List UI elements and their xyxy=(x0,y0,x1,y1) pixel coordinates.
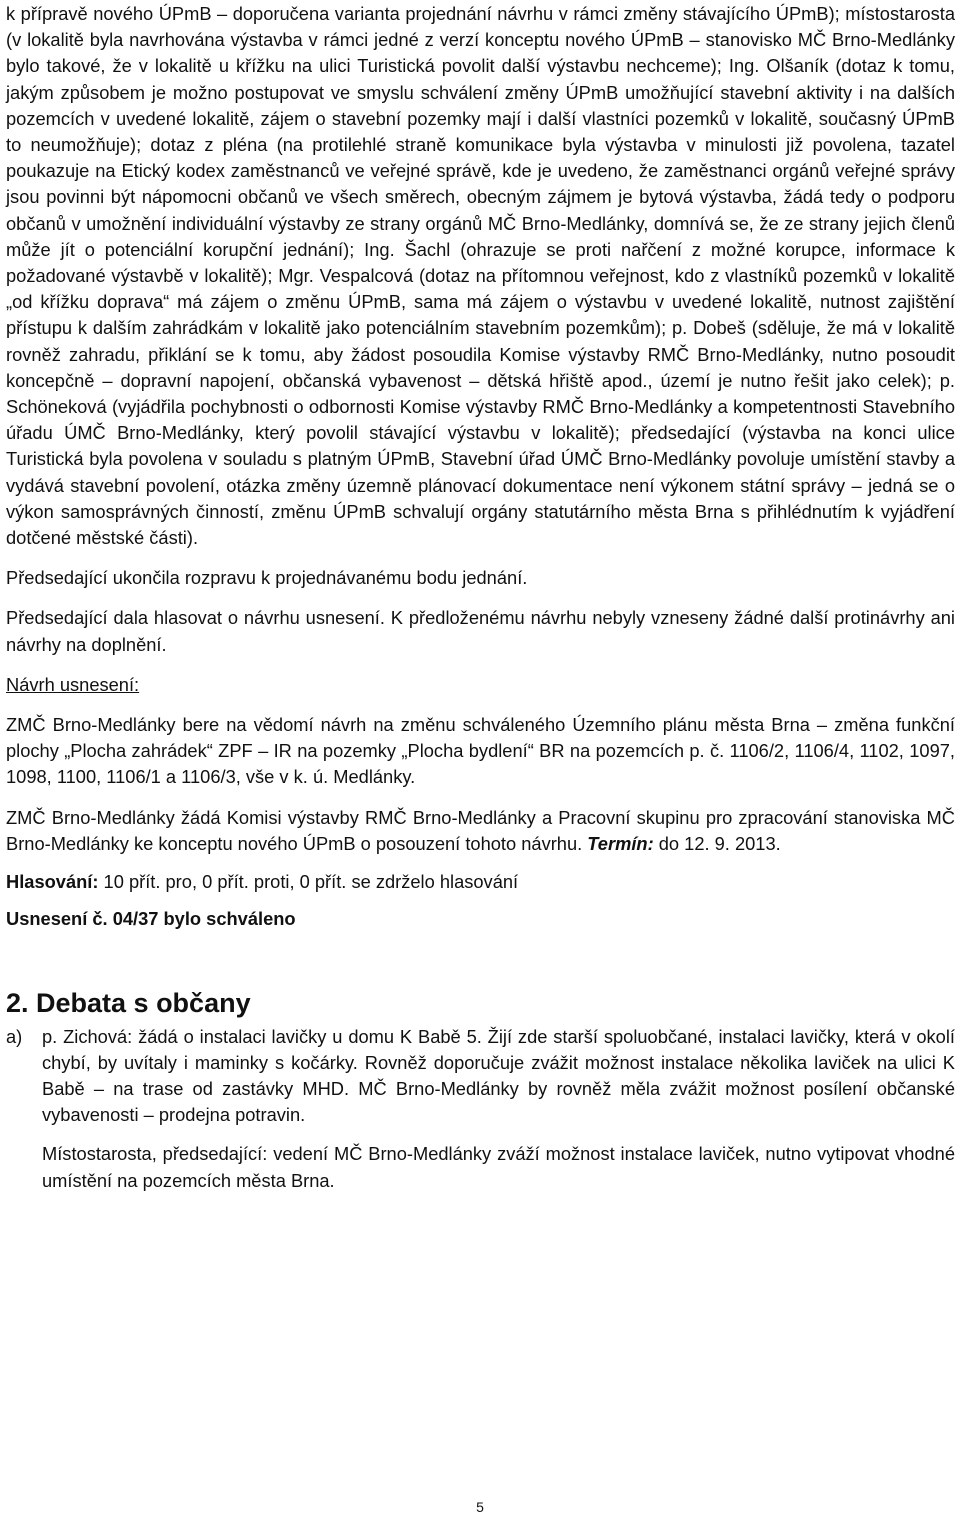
resolution-result: Usnesení č. 04/37 bylo schváleno xyxy=(6,908,296,930)
voting-value: 10 přít. pro, 0 přít. proti, 0 přít. se zdrželo hlasování xyxy=(98,871,519,893)
list-item-response: Místostarosta, předsedající: vedení MČ Brno-Medlánky zváží možnost instalace laviček, nutno vytipovat vhodné umístění na pozemcích města Brna. xyxy=(42,1143,955,1191)
voting-label: Hlasování: xyxy=(6,871,99,893)
vote-call-paragraph: Předsedající dala hlasovat o návrhu usnesení. K předloženému návrhu nebyly vzneseny žádné další protinávrhy ani návrhy na doplnění. xyxy=(6,607,955,655)
resolution-2-text: ZMČ Brno-Medlánky žádá Komisi výstavby RMČ Brno-Medlánky a Pracovní skupinu pro zpracování stanoviska MČ Brno-Medlánky ke konceptu nového ÚPmB o posouzení tohoto návrhu. xyxy=(6,806,955,854)
proposal-heading xyxy=(6,672,955,698)
proposal-heading-text: Návrh usnesení: xyxy=(6,673,140,695)
deadline-value: do 12. 9. 2013. xyxy=(653,832,781,854)
page-number: 5 xyxy=(476,1499,484,1515)
resolution-paragraph-1: ZMČ Brno-Medlánky bere na vědomí návrh na změnu schváleného Územního plánu města Brna – změna funkční plochy „Plocha zahrádek“ ZPF – IR na pozemky „Plocha bydlení“ BR na pozemcích p. č. 1106/2, 1106/4, 1102, 1097, 1098, 1100, 1106/1 a 1106/3, vše v k. ú. Medlánky. xyxy=(6,714,955,788)
discussion-paragraph: k přípravě nového ÚPmB – doporučena varianta projednání návrhu v rámci změny stávajícího ÚPmB); místostarosta (v lokalitě byla navrhována výstavba v rámci jedné z verzí konceptu nového ÚPmB – stanovisko MČ Brno-Medlánky bylo takové, že v lokalitě u křížku na ulici Turistická povolit další výstavbu nechceme); Ing. Olšaník (dotaz k tomu, jakým způsobem je možno postupovat ve smyslu schválení změny ÚPmB umožňující stavební aktivity i na dalších pozemcích v uvedené lokalitě, zájem o stavební pozemky mají i další vlastníci pozemků v lokalitě, současný ÚPmB to neumožňuje); dotaz z pléna (na protilehlé straně komunikace byla výstavba v minulosti již povolena, tazatel poukazuje na Etický kodex zaměstnanců ve veřejné správě, kde je uvedeno, že zaměstnanci orgánů veřejné správy jsou povinni být nápomocni občanů ve všech směrech, obecným zájmem je bytová výstavba, žádá tedy o podporu občanů v umožnění individuální výstavby ze strany orgánů MČ Brno-Medlánky, domnívá se, že ze strany jejich členů může jít o potenciální korupční jednání); Ing. Šachl (ohrazuje se proti nařčení z možné korupce, informace k požadované výstavbě v lokalitě); Mgr. Vespalcová (dotaz na přítomnou veřejnost, kdo z vlastníků pozemků v lokalitě „od křížku doprava“ má zájem o změnu ÚPmB, sama má zájem o výstavbu v uvedené lokalitě, nutnost zajištění přístupu k dalším zahrádkám v lokalitě jako potenciálním stavebním pozemkům); p. Dobeš (sděluje, že má v lokalitě rovněž zahradu, přiklání se k tomu, aby žádost posoudila Komise výstavby RMČ Brno-Medlánky, nutno posoudit koncepčně – dopravní napojení, občanská vybavenost – dětská hřiště apod., území je nutno řešit jako celek); p. Schöneková (vyjádřila pochybnosti o odbornosti Komise výstavby RMČ Brno-Medlánky a kompetentnosti Stavebního úřadu ÚMČ Brno-Medlánky, který povolil stávající výstavbu v lokalitě); předsedající (výstavba na konci ulice Turistická byla povolena v souladu s platným ÚPmB, Stavební úřad ÚMČ Brno-Medlánky povoluje umístění stavby a vydává stavební povolení, otázka změny územně plánovací dokumentace není výkonem státní správy – jedná se o výkon samosprávných činností, změnu ÚPmB schvalují orgány statutárního města Brna s přihlédnutím k vyjádření dotčené městské části). xyxy=(6,3,955,549)
document-page xyxy=(6,0,955,1194)
resolution-paragraph-2 xyxy=(6,805,955,857)
voting-line xyxy=(6,869,955,895)
list-item-text: p. Zichová: žádá o instalaci lavičky u domu K Babě 5. Žijí zde starší spoluobčané, instalaci lavičky, která v okolí chybí, by uvítaly i maminky s kočárky. Rovněž doporučuje zvážit možnost instalace několika laviček na ulici K Babě – na trase od zastávky MHD. MČ Brno-Medlánky by rovněž měla zvážit možnost posílení občanské vybavenosti – prodejna potravin. xyxy=(42,1025,955,1126)
deadline-label: Termín: xyxy=(587,832,654,854)
end-discussion-paragraph: Předsedající ukončila rozpravu k projednávanému bodu jednání. xyxy=(6,567,528,589)
list-item-label: a) xyxy=(6,1025,23,1047)
list-item-a xyxy=(6,1024,955,1129)
section-heading: 2. Debata s občany xyxy=(6,987,251,1018)
